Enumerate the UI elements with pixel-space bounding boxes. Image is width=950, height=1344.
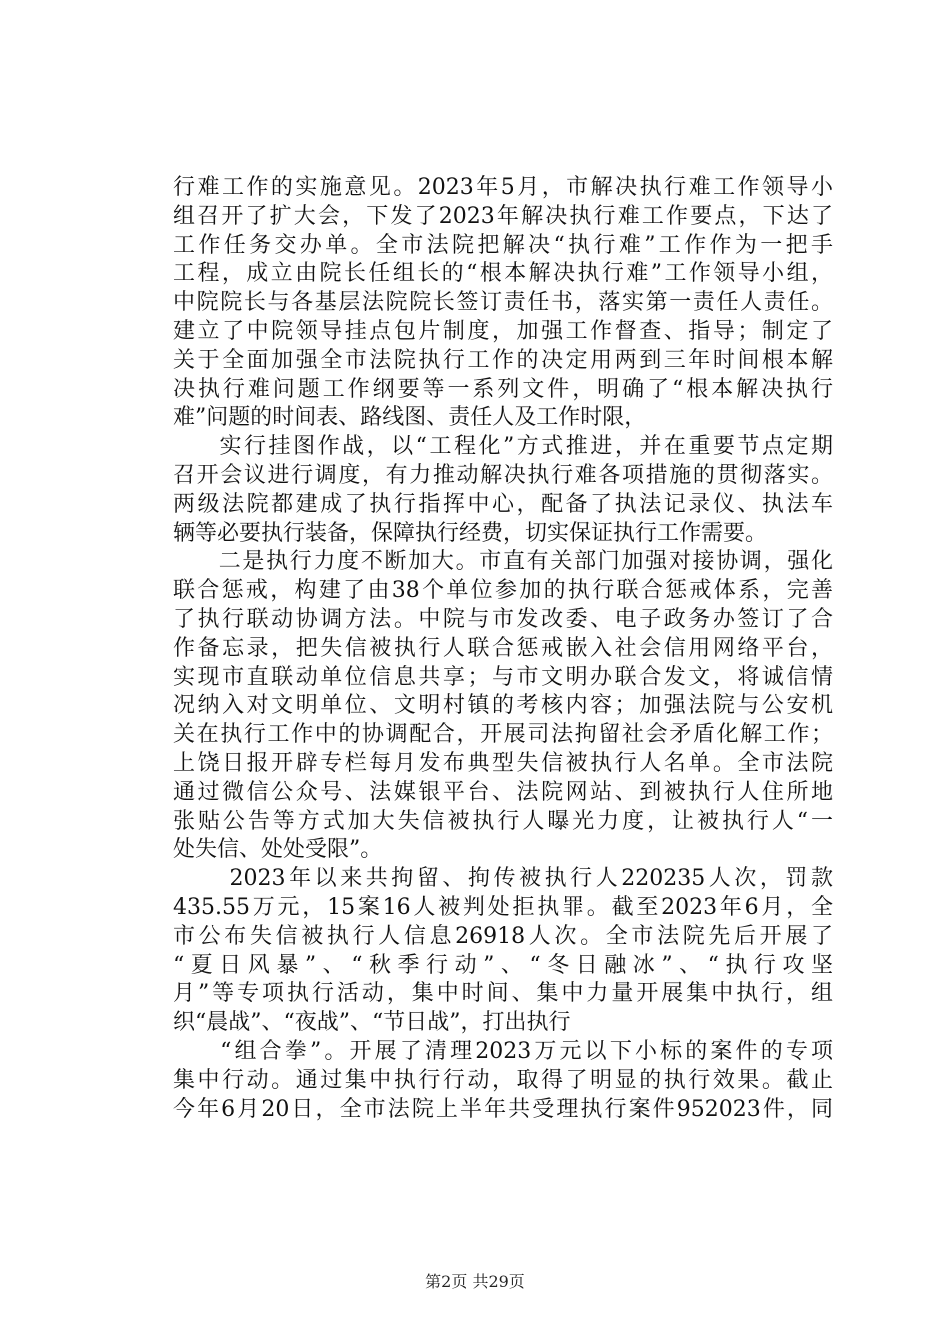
text-line: 月”等专项执行活动，集中时间、集中力量开展集中执行，组 — [173, 981, 833, 1007]
text-line: 组召开了扩大会，下发了2023年解决执行难工作要点，下达了 — [173, 203, 833, 229]
text-line: 联合惩戒，构建了由38个单位参加的执行联合惩戒体系，完善 — [173, 578, 833, 604]
text-line: “组合拳”。开展了清理2023万元以下小标的案件的专项 — [195, 1038, 833, 1064]
text-line: 关于全面加强全市法院执行工作的决定用两到三年时间根本解 — [173, 347, 833, 373]
text-line: 2023年以来共拘留、拘传被执行人220235人次，罚款 — [204, 866, 833, 892]
text-line: 上饶日报开辟专栏每月发布典型失信被执行人名单。全市法院 — [173, 750, 833, 776]
text-line: 两级法院都建成了执行指挥中心，配备了执法记录仪、执法车 — [173, 491, 833, 517]
text-line: 了执行联动协调方法。中院与市发改委、电子政务办签订了合 — [173, 606, 833, 632]
body-text — [173, 174, 833, 1124]
text-line: 通过微信公众号、法媒银平台、法院网站、到被执行人住所地 — [173, 779, 833, 805]
text-line: 二是执行力度不断加大。市直有关部门加强对接协调，强化 — [195, 549, 833, 575]
text-line: 集中行动。通过集中执行行动，取得了明显的执行效果。截止 — [173, 1067, 833, 1093]
text-line: 张贴公告等方式加大失信被执行人曝光力度，让被执行人“一 — [173, 808, 833, 834]
text-line: 况纳入对文明单位、文明村镇的考核内容；加强法院与公安机 — [173, 693, 833, 719]
text-line: “夏日风暴”、“秋季行动”、“冬日融冰”、“执行攻坚 — [173, 952, 833, 978]
text-line: 辆等必要执行装备，保障执行经费，切实保证执行工作需要。 — [173, 520, 768, 546]
text-line: 工程，成立由院长任组长的“根本解决执行难”工作领导小组， — [173, 261, 833, 287]
text-line: 关在执行工作中的协调配合，开展司法拘留社会矛盾化解工作； — [173, 722, 833, 748]
text-line: 435.55万元，15案16人被判处拒执罪。截至2023年6月，全 — [173, 894, 833, 920]
text-line: 实行挂图作战，以“工程化”方式推进，并在重要节点定期 — [195, 434, 833, 460]
text-line: 织“晨战”、“夜战”、“节日战”，打出执行 — [173, 1010, 571, 1036]
text-line: 建立了中院领导挂点包片制度，加强工作督查、指导；制定了 — [173, 318, 833, 344]
text-line: 难”问题的时间表、路线图、责任人及工作时限， — [173, 405, 647, 431]
text-line: 决执行难问题工作纲要等一系列文件，明确了“根本解决执行 — [173, 376, 833, 402]
text-line: 作备忘录，把失信被执行人联合惩戒嵌入社会信用网络平台， — [173, 635, 833, 661]
text-line: 行难工作的实施意见。2023年5月，市解决执行难工作领导小 — [173, 175, 833, 200]
text-line: 实现市直联动单位信息共享；与市文明办联合发文，将诚信情 — [173, 664, 833, 690]
text-line: 召开会议进行调度，有力推动解决执行难各项措施的贯彻落实。 — [173, 462, 833, 488]
text-line: 中院院长与各基层法院院长签订责任书，落实第一责任人责任。 — [173, 290, 833, 316]
text-line: 工作任务交办单。全市法院把解决“执行难”工作作为一把手 — [173, 232, 833, 258]
page-footer: 第2页 共29页 — [425, 1272, 525, 1291]
text-line: 市公布失信被执行人信息26918人次。全市法院先后开展了 — [173, 923, 833, 949]
text-line: 今年6月20日，全市法院上半年共受理执行案件952023件，同 — [173, 1096, 833, 1122]
text-line: 处失信、处处受限”。 — [173, 837, 383, 863]
